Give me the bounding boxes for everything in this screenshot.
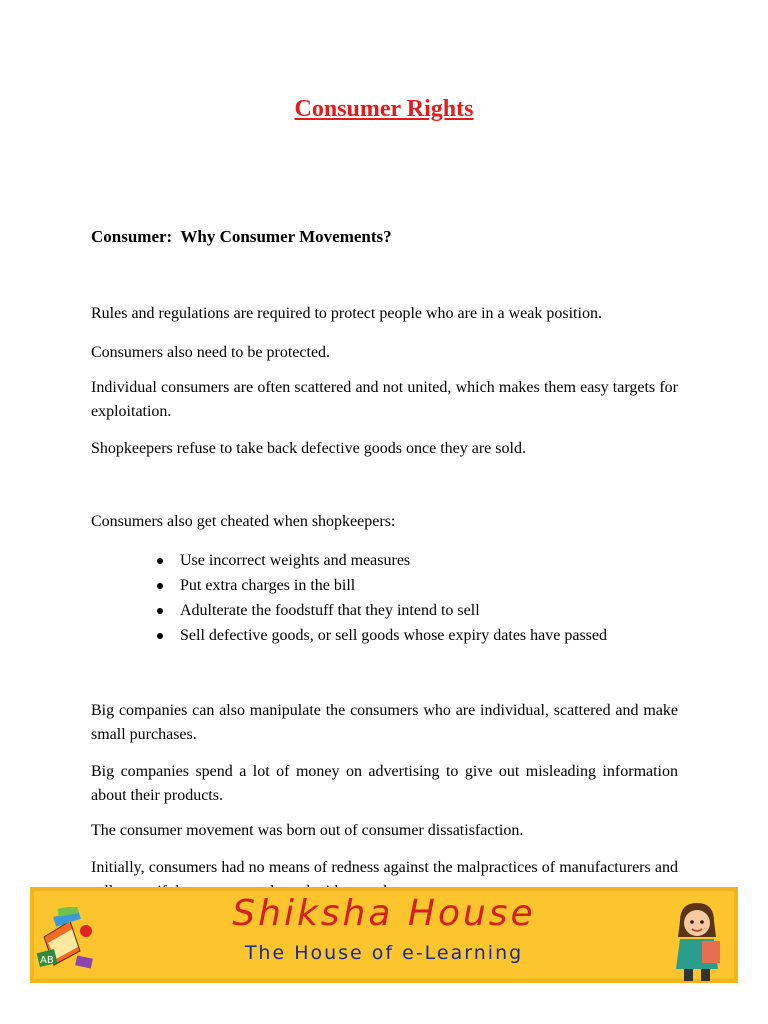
paragraph-weak-position: Rules and regulations are required to protect people who are in a weak position.: [91, 305, 602, 322]
bullet-icon: [157, 608, 163, 614]
page-title: Consumer Rights: [294, 96, 474, 122]
paragraph-defective-goods: Shopkeepers refuse to take back defective goods once they are sold.: [91, 440, 526, 457]
list-item: [180, 598, 607, 623]
list-item: [180, 548, 607, 573]
list-item-text: Use incorrect weights and measures: [180, 552, 411, 569]
svg-text:AB: AB: [40, 955, 54, 966]
brand-tagline: The House of e-Learning: [244, 942, 524, 964]
section-heading: Consumer: Why Consumer Movements?: [91, 227, 392, 246]
bullet-icon: [157, 633, 163, 639]
bullet-icon: [157, 583, 163, 589]
list-item-text: Adulterate the foodstuff that they intend to sell: [180, 602, 480, 619]
list-item: [180, 573, 607, 598]
paragraph-manipulation: Big companies can also manipulate the consumers who are individual, scattered and make small purchases.: [91, 702, 678, 743]
list-item-text: Put extra charges in the bill: [180, 577, 356, 594]
paragraph-dissatisfaction: The consumer movement was born out of consumer dissatisfaction.: [91, 822, 524, 839]
list-item: [180, 623, 607, 648]
paragraph-need-protection: Consumers also need to be protected.: [91, 344, 331, 361]
footer-banner: [30, 887, 738, 983]
paragraph-cheated-intro: Consumers also get cheated when shopkeepers:: [91, 513, 396, 530]
cheating-practices-list: [180, 548, 607, 648]
bullet-icon: [157, 558, 163, 564]
paragraph-advertising: Big companies spend a lot of money on advertising to give out misleading information about their products.: [91, 763, 678, 804]
student-icon: [666, 899, 728, 986]
paragraph-scattered-consumers: Individual consumers are often scattered and not united, which makes them easy targets for exploitation.: [91, 379, 678, 420]
brand-name: Shiksha House: [232, 893, 536, 934]
list-item-text: Sell defective goods, or sell goods whose expiry dates have passed: [180, 627, 608, 644]
paragraph-no-redress: Initially, consumers had no means of redness against the malpractices of manufacturers and: [91, 859, 678, 876]
